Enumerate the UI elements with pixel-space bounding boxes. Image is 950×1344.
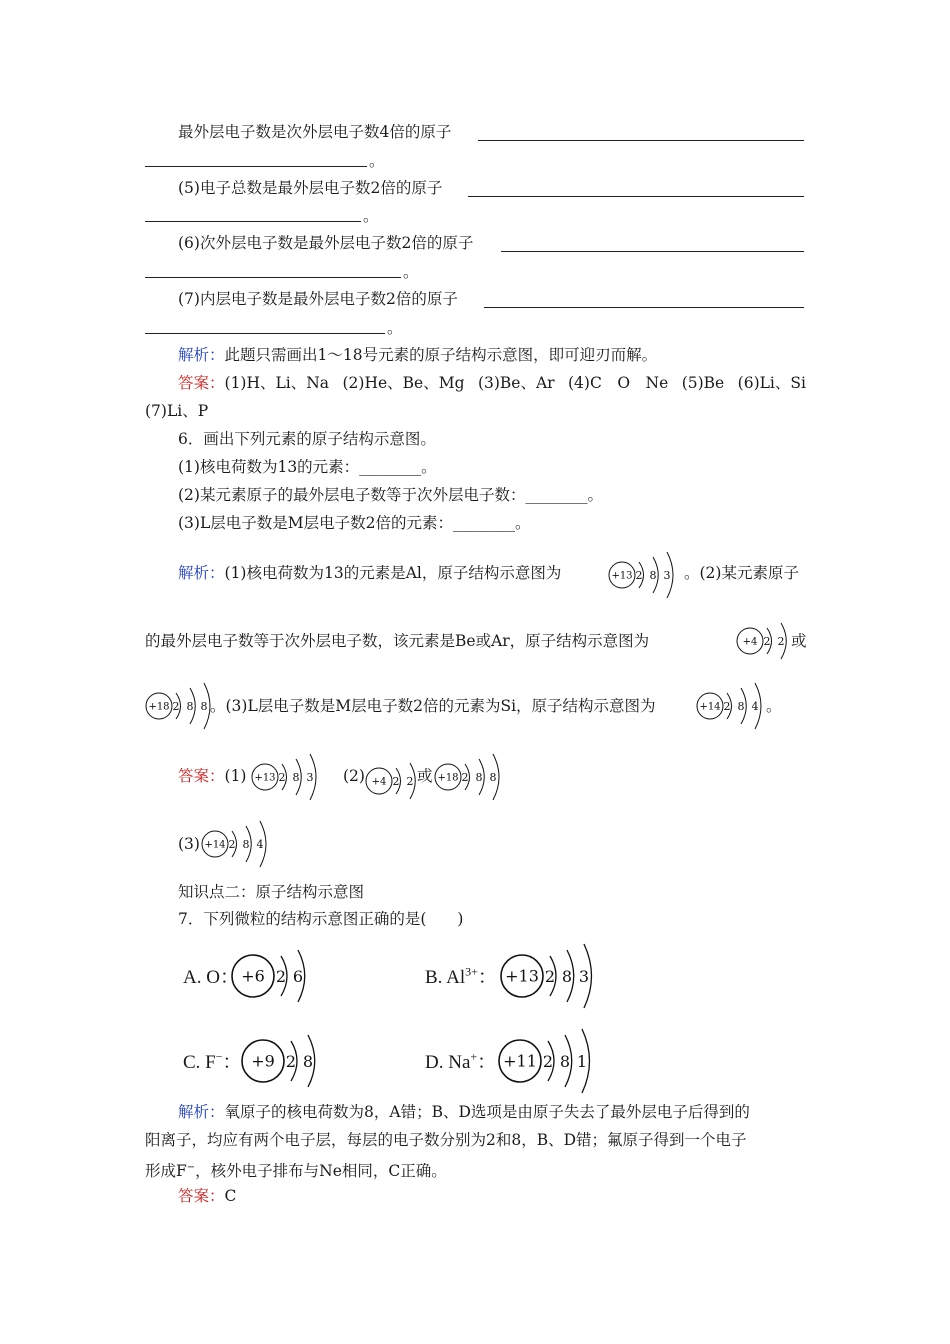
q5-line6: (6)次外层电子数是最外层电子数2倍的原子 [178, 234, 474, 252]
q6-explain-p5: 。(3)L层电子数是M层电子数2倍的元素为Si，原子结构示意图为 [210, 697, 656, 715]
q5-blank7b[interactable] [145, 333, 385, 334]
shell-electron-count: 2 [228, 838, 236, 852]
shell-electron-count: 2 [278, 771, 286, 785]
q6-explain-p6: 。 [766, 697, 782, 715]
q5-period4: 。 [369, 152, 385, 170]
q7-explain-line1 [178, 1102, 750, 1122]
q7-title: 7．下列微粒的结构示意图正确的是( ) [178, 910, 464, 928]
nucleus-charge: +6 [241, 966, 265, 986]
shell-electron-count: 8 [200, 700, 208, 714]
q7-option-b-label[interactable] [425, 962, 497, 989]
shell-electron-count: 3 [578, 967, 590, 987]
q7-explain-l3b: ，核外电子排布与Ne相同，C正确。 [195, 1162, 447, 1181]
q7-explain-l3sup: − [186, 1162, 196, 1173]
shell-electron-count: 2 [275, 967, 287, 987]
q5-blank5a[interactable] [468, 196, 804, 197]
q6-item2: (2)某元素原子的最外层电子数等于次外层电子数：________。 [178, 486, 603, 504]
q6-explain-p4: 或 [791, 632, 807, 650]
q6-explain-p2: 。(2)某元素原子 [684, 564, 799, 582]
q7-option-d-label[interactable] [425, 1047, 496, 1074]
shell-electron-count: 2 [461, 771, 469, 785]
nucleus-charge: +14 [204, 839, 226, 851]
q7-option-c-colon: ： [222, 1052, 242, 1073]
shell-electron-count: 8 [292, 771, 300, 785]
q7-option-a-label[interactable]: A. O： [183, 967, 239, 988]
q5-period6: 。 [403, 263, 419, 281]
atom-diagram-option-b [499, 944, 609, 1008]
q5-answer-part-3: (3)Be、Ar [477, 374, 555, 392]
q5-blank6a[interactable] [501, 251, 804, 252]
shell-electron-count: 8 [475, 771, 483, 785]
q5-answer-part-1: (1)H、Li、Na [224, 374, 330, 392]
q7-answer-label: 答案： [178, 1187, 225, 1205]
q7-option-d-text: D. Na [425, 1052, 471, 1073]
q5-explanation [178, 345, 657, 365]
q7-answer [178, 1186, 236, 1206]
q5-period5: 。 [363, 207, 379, 225]
shell-electron-count: 2 [544, 967, 556, 987]
shell-electron-count: 8 [737, 700, 745, 714]
q5-blank4b[interactable] [145, 166, 367, 167]
atom-diagram-be-answer [364, 758, 424, 804]
q7-option-d-colon: ： [477, 1052, 497, 1073]
atom-diagram-be-explain [735, 618, 795, 664]
q5-explain-text: 此题只需画出1～18号元素的原子结构示意图，即可迎刃而解。 [224, 346, 658, 364]
q6-explain-label: 解析： [178, 564, 225, 582]
shell-electron-count: 8 [186, 700, 194, 714]
q5-line5: (5)电子总数是最外层电子数2倍的原子 [178, 179, 443, 197]
shell-electron-count: 3 [306, 771, 314, 785]
q7-explain-l1: 氧原子的核电荷数为8，A错；B、D选项是由原子失去了最外层电子后得到的 [224, 1103, 750, 1121]
nucleus-charge: +18 [437, 772, 459, 784]
q6-answer-or: 或 [417, 767, 433, 785]
q7-option-c-label[interactable] [183, 1047, 242, 1074]
q5-blank6b[interactable] [145, 277, 401, 278]
q6-answer-2: (2) [343, 767, 365, 785]
q7-option-d-sup: + [470, 1049, 478, 1064]
shell-electron-count: 2 [635, 569, 643, 583]
shell-electron-count: 2 [285, 1052, 297, 1072]
nucleus-charge: +18 [148, 701, 170, 713]
q7-option-b-colon: ： [477, 967, 497, 988]
atom-diagram-option-c [240, 1029, 330, 1093]
q7-explain-label: 解析： [178, 1103, 225, 1121]
shell-electron-count: 2 [763, 635, 771, 649]
shell-electron-count: 1 [576, 1052, 588, 1072]
q6-answer-label: 答案： [178, 767, 225, 785]
q7-option-c-text: C. F [183, 1052, 216, 1073]
q6-title: 6．画出下列元素的原子结构示意图。 [178, 430, 436, 448]
shell-electron-count: 2 [392, 775, 400, 789]
shell-electron-count: 6 [292, 967, 304, 987]
q5-blank4a[interactable] [478, 140, 804, 141]
nucleus-charge: +11 [503, 1051, 537, 1071]
atom-diagram-si-answer [200, 821, 280, 867]
q5-answer-part-5: (5)Be [681, 374, 725, 392]
q6-answer-1: (1) [224, 767, 247, 785]
nucleus-charge: +4 [371, 776, 387, 788]
shell-electron-count: 4 [751, 700, 759, 714]
nucleus-charge: +13 [611, 570, 633, 582]
q5-answer-part-6: (6)Li、Si [737, 374, 806, 392]
shell-electron-count: 8 [489, 771, 497, 785]
shell-electron-count: 8 [242, 838, 250, 852]
nucleus-charge: +13 [505, 966, 539, 986]
shell-electron-count: 2 [777, 635, 785, 649]
shell-electron-count: 3 [663, 569, 671, 583]
section-title: 知识点二：原子结构示意图 [178, 883, 365, 901]
shell-electron-count: 4 [256, 838, 264, 852]
atom-diagram-option-d [497, 1029, 607, 1093]
q5-answer-part-4: (4)C O Ne [568, 374, 669, 392]
shell-electron-count: 2 [723, 700, 731, 714]
q6-explain-line1 [178, 563, 561, 583]
q5-explain-label: 解析： [178, 346, 225, 364]
atom-diagram-ar-answer [433, 754, 513, 800]
shell-electron-count: 2 [172, 700, 180, 714]
q5-answer-part-2: (2)He、Be、Mg [342, 374, 465, 392]
q7-explain-l3a: 形成F [145, 1162, 187, 1181]
q6-item3: (3)L层电子数是M层电子数2倍的元素：________。 [178, 514, 531, 532]
q5-blank5b[interactable] [145, 221, 361, 222]
shell-electron-count: 8 [561, 967, 573, 987]
q6-explain-p3: 的最外层电子数等于次外层电子数，该元素是Be或Ar，原子结构示意图为 [145, 632, 650, 650]
atom-diagram-al-explain [607, 552, 687, 598]
q5-line4: 最外层电子数是次外层电子数4倍的原子 [178, 123, 452, 141]
q6-explain-p1: (1)核电荷数为13的元素是Al，原子结构示意图为 [224, 564, 562, 582]
q5-answer-cont: (7)Li、P [145, 402, 209, 420]
nucleus-charge: +9 [251, 1051, 275, 1071]
q5-period7: 。 [387, 319, 403, 337]
q7-answer-value: C [224, 1187, 237, 1205]
q7-option-c-sup: − [215, 1049, 223, 1064]
q6-item1: (1)核电荷数为13的元素：________。 [178, 458, 437, 476]
q6-answer-line1 [178, 766, 246, 786]
atom-diagram-al-answer [250, 754, 330, 800]
q6-answer-3: (3) [178, 835, 200, 853]
shell-electron-count: 8 [649, 569, 657, 583]
nucleus-charge: +13 [254, 772, 276, 784]
q7-option-b-sup: 3+ [465, 964, 478, 979]
shell-electron-count: 8 [559, 1052, 571, 1072]
nucleus-charge: +4 [742, 636, 758, 648]
q5-answer [178, 373, 806, 393]
q7-explain-line3 [145, 1158, 447, 1181]
atom-diagram-si-explain [695, 683, 775, 729]
q5-blank7a[interactable] [484, 307, 804, 308]
shell-electron-count: 8 [302, 1052, 314, 1072]
q5-line7: (7)内层电子数是最外层电子数2倍的原子 [178, 290, 458, 308]
q7-option-b-text: B. Al [425, 967, 466, 988]
shell-electron-count: 2 [542, 1052, 554, 1072]
shell-electron-count: 2 [406, 775, 414, 789]
atom-diagram-option-a [230, 944, 320, 1008]
q5-answer-label: 答案： [178, 374, 225, 392]
q7-explain-line2: 阳离子，均应有两个电子层，每层的电子数分别为2和8，B、D错；氟原子得到一个电子 [145, 1131, 747, 1149]
nucleus-charge: +14 [699, 701, 721, 713]
